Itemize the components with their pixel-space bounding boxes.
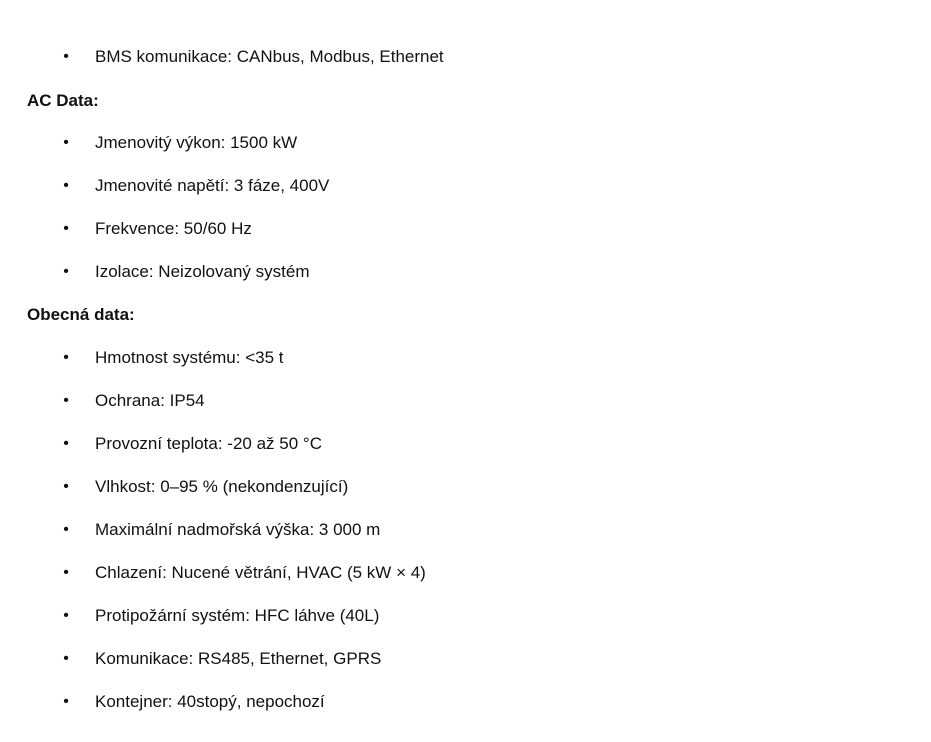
- list-item-text: Jmenovité napětí: 3 fáze, 400V: [95, 176, 330, 195]
- bullet-icon: •: [63, 392, 69, 409]
- list-item-text: Komunikace: RS485, Ethernet, GPRS: [95, 649, 382, 668]
- list-item-text: Ochrana: IP54: [95, 391, 205, 410]
- bullet-icon: •: [63, 521, 69, 538]
- bullet-icon: •: [63, 435, 69, 452]
- list-item-text: Frekvence: 50/60 Hz: [95, 219, 252, 238]
- bullet-icon: •: [63, 263, 69, 280]
- section-heading-ac-data: AC Data:: [27, 91, 99, 110]
- bullet-icon: •: [63, 650, 69, 667]
- bullet-icon: •: [63, 134, 69, 151]
- bullet-icon: •: [63, 478, 69, 495]
- bullet-icon: •: [63, 564, 69, 581]
- list-item-text: Izolace: Neizolovaný systém: [95, 262, 310, 281]
- bullet-icon: •: [63, 607, 69, 624]
- bullet-icon: •: [63, 349, 69, 366]
- list-item-text: Hmotnost systému: <35 t: [95, 348, 284, 367]
- list-item-text: Kontejner: 40stopý, nepochozí: [95, 692, 325, 711]
- list-item-text: Protipožární systém: HFC láhve (40L): [95, 606, 380, 625]
- list-item-text: Vlhkost: 0–95 % (nekondenzující): [95, 477, 349, 496]
- section-heading-general-data: Obecná data:: [27, 305, 135, 324]
- bullet-icon: •: [63, 693, 69, 710]
- list-item-text: Provozní teplota: -20 až 50 °C: [95, 434, 322, 453]
- list-item-text: Chlazení: Nucené větrání, HVAC (5 kW × 4): [95, 563, 426, 582]
- bullet-icon: •: [63, 48, 69, 65]
- list-item-text: BMS komunikace: CANbus, Modbus, Ethernet: [95, 47, 444, 66]
- list-item-text: Jmenovitý výkon: 1500 kW: [95, 133, 298, 152]
- bullet-icon: •: [63, 177, 69, 194]
- list-item-text: Maximální nadmořská výška: 3 000 m: [95, 520, 381, 539]
- bullet-icon: •: [63, 220, 69, 237]
